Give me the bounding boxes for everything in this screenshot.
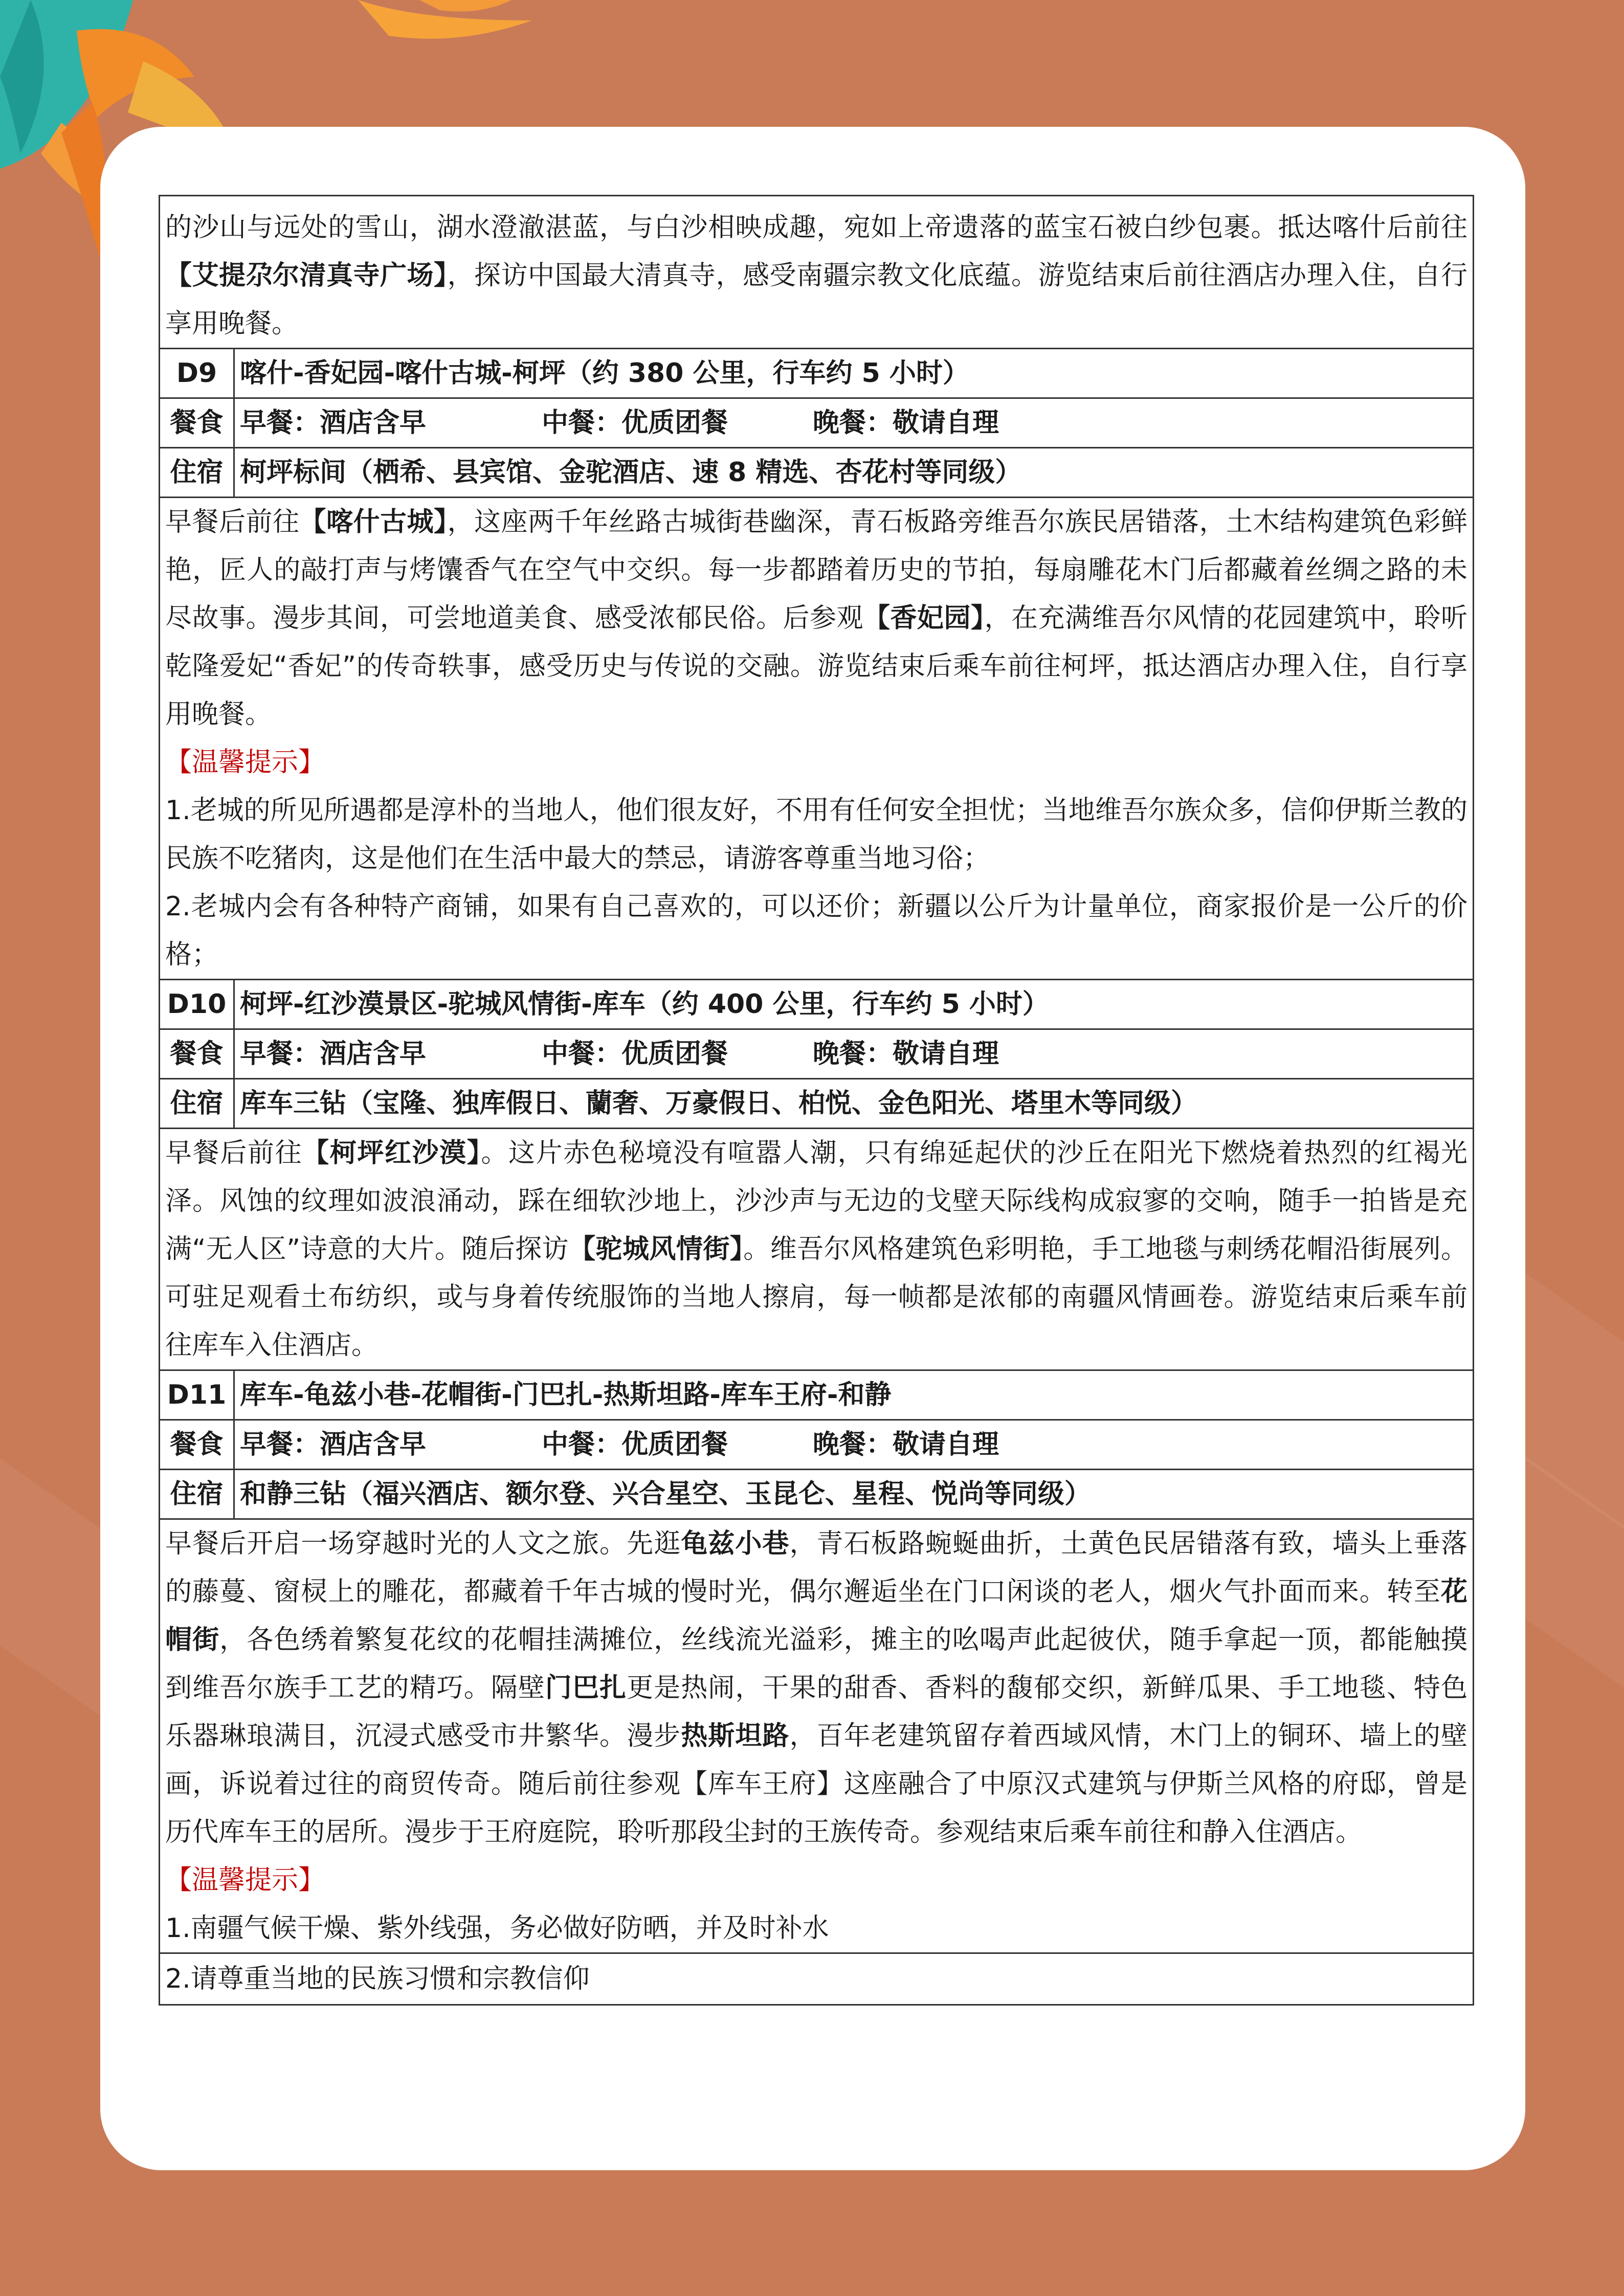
tip-item: 1.老城的所见所遇都是淳朴的当地人，他们很友好，不用有任何安全担忧；当地维吾尔族众多，信仰伊斯兰教的民族不吃猪肉，这是他们在生活中最大的禁忌，请游客尊重当地习俗； <box>165 795 1467 874</box>
hotel-info: 柯坪标间（栖希、县宾馆、金驼酒店、速 8 精选、杏花村等同级） <box>234 448 1474 498</box>
tip-item: 2.请尊重当地的民族习惯和宗教信仰 <box>160 1953 1474 2005</box>
day-header-row <box>160 349 1474 398</box>
lunch: 中餐：优质团餐 <box>542 1039 728 1069</box>
meal-info <box>234 398 1474 448</box>
day-label: D11 <box>160 1370 234 1420</box>
lunch: 中餐：优质团餐 <box>542 1429 728 1460</box>
tip-item: 2.老城内会有各种特产商铺，如果有自己喜欢的，可以还价；新疆以公斤为计量单位，商家报价是一公斤的价格； <box>165 891 1467 970</box>
desc-text: 的沙山与远处的雪山，湖水澄澈湛蓝，与白沙相映成趣，宛如上帝遗落的蓝宝石被白纱包裹。抵达喀什后前往 <box>165 212 1467 243</box>
attraction-name: 【香妃园】 <box>863 603 985 634</box>
desc-text: ，这座两千年丝路古城街巷幽深，青石板路旁维吾尔族民居错落，土木结构建筑色彩鲜艳，匠人的敲打声与烤馕香气在空气中交织。每一步都踏着历史的节拍，每扇雕花木门后都藏着丝绸之路的未尽故事。漫步其间，可尝地道美食、感受浓郁民俗。后参观 <box>165 507 1467 634</box>
attraction-name: 【艾提尕尔清真寺广场】 <box>165 260 448 291</box>
day8-tail-description <box>160 196 1474 349</box>
attraction-name: 【喀什古城】 <box>299 507 448 537</box>
desc-paragraph <box>165 1129 1467 1369</box>
tip-item: 1.南疆气候干燥、紫外线强，务必做好防晒，并及时补水 <box>165 1913 829 1944</box>
hotel-label: 住宿 <box>160 448 234 498</box>
attraction-name: 【柯坪红沙漠】 <box>302 1138 481 1168</box>
breakfast: 早餐：酒店含早 <box>240 1429 427 1460</box>
attraction-name: 热斯坦路 <box>681 1721 790 1751</box>
desc-text: 。这片赤色秘境没有喧嚣人潮，只有绵延起伏的沙丘在阳光下燃烧着热烈的红褐光泽。风蚀的纹理如波浪涌动，踩在细软沙地上，沙沙声与无边的戈壁天际线构成寂寥的交响，随手一拍皆是充满“无人区”诗意的大片。随后探访 <box>165 1138 1467 1265</box>
hotel-row <box>160 1470 1474 1519</box>
day-route: 库车-龟兹小巷-花帽街-门巴扎-热斯坦路-库车王府-和静 <box>234 1370 1474 1420</box>
attraction-name: 门巴扎 <box>545 1673 627 1703</box>
attraction-name: 【驼城风情街】 <box>569 1234 744 1265</box>
day-route: 喀什-香妃园-喀什古城-柯坪（约 380 公里，行车约 5 小时） <box>234 349 1474 398</box>
hotel-row <box>160 448 1474 498</box>
day-label: D10 <box>160 980 234 1029</box>
desc-text: 。维吾尔风格建筑色彩明艳，手工地毯与刺绣花帽沿街展列。可驻足观看土布纺织，或与身着传统服饰的当地人擦肩，每一帧都是浓郁的南疆风情画卷。游览结束后乘车前往库车入住酒店。 <box>165 1234 1467 1361</box>
day-header-row <box>160 980 1474 1029</box>
breakfast: 早餐：酒店含早 <box>240 408 427 438</box>
itinerary-table <box>159 195 1474 2006</box>
meal-info <box>234 1420 1474 1470</box>
dinner: 晚餐：敬请自理 <box>813 1429 999 1460</box>
day-header-row <box>160 1370 1474 1420</box>
day8-tail-row <box>160 196 1474 349</box>
desc-paragraph <box>165 1520 1467 1856</box>
meal-info <box>234 1029 1474 1079</box>
hotel-info: 和静三钻（福兴酒店、额尔登、兴合星空、玉昆仑、星程、悦尚等同级） <box>234 1470 1474 1519</box>
hotel-info: 库车三钻（宝隆、独库假日、蘭奢、万豪假日、柏悦、金色阳光、塔里木等同级） <box>234 1079 1474 1129</box>
day-description <box>160 1129 1474 1370</box>
desc-paragraph <box>165 498 1467 738</box>
attraction-name: 花帽街 <box>165 1577 1467 1655</box>
breakfast: 早餐：酒店含早 <box>240 1039 427 1069</box>
day-description-row <box>160 1129 1474 1370</box>
tips-title: 【温馨提示】 <box>165 747 325 778</box>
day-description <box>160 498 1474 980</box>
meal-label: 餐食 <box>160 398 234 448</box>
attraction-name: 龟兹小巷 <box>681 1528 790 1559</box>
tips-title: 【温馨提示】 <box>165 1865 325 1896</box>
dinner: 晚餐：敬请自理 <box>813 408 999 438</box>
meal-row <box>160 1029 1474 1079</box>
day-description-row <box>160 1519 1474 1953</box>
dinner: 晚餐：敬请自理 <box>813 1039 999 1069</box>
day-route: 柯坪-红沙漠景区-驼城风情街-库车（约 400 公里，行车约 5 小时） <box>234 980 1474 1029</box>
desc-text: ，各色绣着繁复花纹的花帽挂满摊位，丝线流光溢彩，摊主的吆喝声此起彼伏，随手拿起一顶，都能触摸到维吾尔族手工艺的精巧。隔壁 <box>165 1625 1467 1703</box>
hotel-label: 住宿 <box>160 1079 234 1129</box>
desc-text: ，百年老建筑留存着西域风情，木门上的铜环、墙上的壁画，诉说着过往的商贸传奇。随后前往参观【库车王府】这座融合了中原汉式建筑与伊斯兰风格的府邸，曾是历代库车王的居所。漫步于王府庭院，聆听那段尘封的王族传奇。参观结束后乘车前往和静入住酒店。 <box>165 1721 1467 1848</box>
meal-label: 餐食 <box>160 1420 234 1470</box>
meal-row <box>160 398 1474 448</box>
desc-text: 早餐后前往 <box>165 1138 303 1168</box>
day-label: D9 <box>160 349 234 398</box>
meal-label: 餐食 <box>160 1029 234 1079</box>
desc-text: ，在充满维吾尔风情的花园建筑中，聆听乾隆爱妃“香妃”的传奇轶事，感受历史与传说的交融。游览结束后乘车前往柯坪，抵达酒店办理入住，自行享用晚餐。 <box>165 603 1467 730</box>
desc-text: 早餐后前往 <box>165 507 300 537</box>
tip-last-row <box>160 1953 1474 2005</box>
desc-text: 更是热闹，干果的甜香、香料的馥郁交织，新鲜瓜果、手工地毯、特色乐器琳琅满目，沉浸式感受市井繁华。漫步 <box>165 1673 1467 1751</box>
meal-row <box>160 1420 1474 1470</box>
desc-text: ，青石板路蜿蜒曲折，土黄色民居错落有致，墙头上垂落的藤蔓、窗棂上的雕花，都藏着千年古城的慢时光，偶尔邂逅坐在门口闲谈的老人，烟火气扑面而来。转至 <box>165 1528 1467 1607</box>
hotel-label: 住宿 <box>160 1470 234 1519</box>
desc-text: ，探访中国最大清真寺，感受南疆宗教文化底蕴。游览结束后前往酒店办理入住，自行享用晚餐。 <box>165 260 1467 339</box>
desc-text: 早餐后开启一场穿越时光的人文之旅。先逛 <box>165 1528 681 1559</box>
day-description <box>160 1519 1474 1953</box>
lunch: 中餐：优质团餐 <box>542 408 728 438</box>
hotel-row <box>160 1079 1474 1129</box>
day-description-row <box>160 498 1474 980</box>
